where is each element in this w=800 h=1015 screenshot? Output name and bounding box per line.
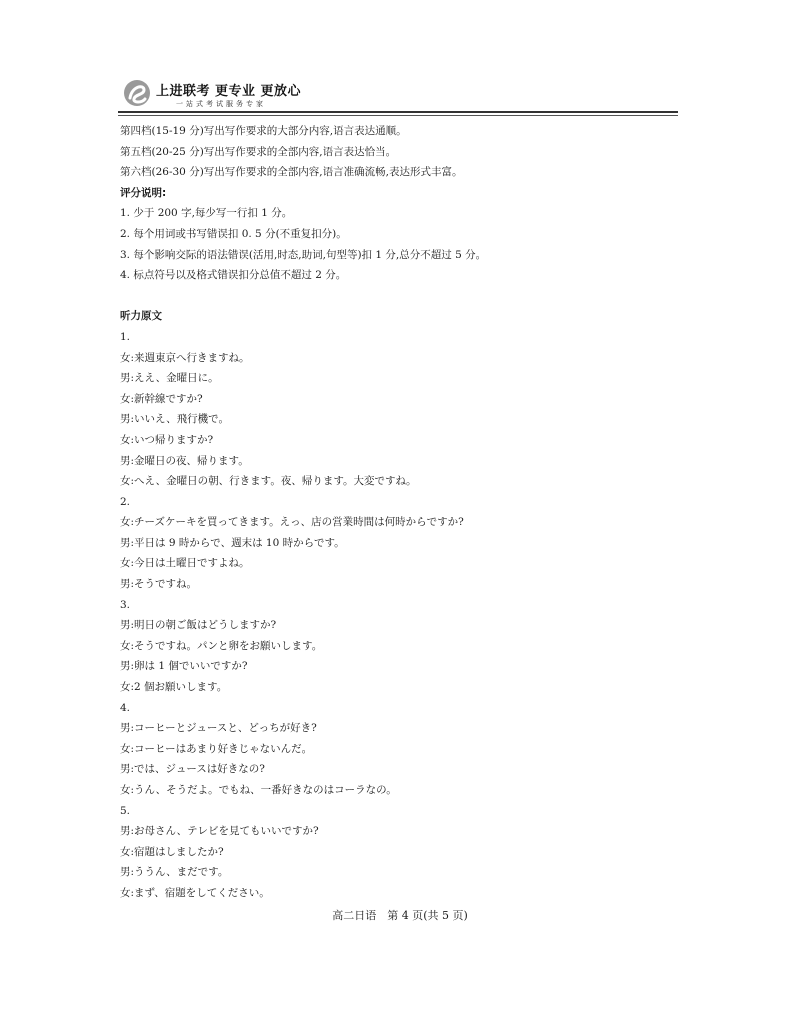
- logo-swirl-icon: [122, 78, 152, 108]
- dialogue-line: 女:宿題はしましたか?: [120, 845, 224, 858]
- dialogue-line: 男:卵は 1 個でいいですか?: [120, 660, 248, 673]
- page-footer: 高二日语 第 4 页(共 5 页): [332, 909, 468, 922]
- page-header: [118, 74, 678, 114]
- scoring-tier: 第五档(20-25 分)写出写作要求的全部内容,语言表达恰当。: [120, 145, 397, 158]
- section-number: 3.: [120, 598, 131, 611]
- spacer: [120, 286, 680, 307]
- dialogue-line: 男:ええ、金曜日に。: [120, 372, 219, 385]
- dialogue-line: 女:今日は土曜日ですよね。: [120, 557, 250, 570]
- header-rule-thick: [118, 111, 678, 113]
- scoring-notes-title: 评分说明:: [120, 186, 167, 199]
- scoring-tier: 第六档(26-30 分)写出写作要求的全部内容,语言准确流畅,表达形式丰富。: [120, 166, 463, 179]
- dialogue-line: 男:平日は 9 時からで、週末は 10 時からです。: [120, 536, 345, 549]
- scoring-tier: 第四档(15-19 分)写出写作要求的大部分内容,语言表达通顺。: [120, 125, 407, 137]
- dialogue-line: 男:では、ジュースは好きなの?: [120, 763, 265, 776]
- scoring-note: 1. 少于 200 字,每少写一行扣 1 分。: [120, 207, 293, 220]
- dialogue-line: 男:そうですね。: [120, 578, 198, 591]
- section-number: 5.: [120, 804, 131, 817]
- dialogue-line: 女:へえ、金曜日の朝、行きます。夜、帰ります。大変ですね。: [120, 475, 417, 488]
- header-subtitle: 一站式考试服务专家: [176, 100, 266, 108]
- dialogue-line: 男:ううん、まだです。: [120, 866, 229, 879]
- dialogue-line: 女:まず、宿題をしてください。: [120, 886, 270, 899]
- dialogue-line: 男:明日の朝ご飯はどうしますか?: [120, 619, 277, 632]
- page-content: [120, 121, 680, 904]
- dialogue-line: 男:コーヒーとジュースと、どっちが好き?: [120, 722, 317, 735]
- dialogue-line: 女:コーヒーはあまり好きじゃないんだ。: [120, 742, 313, 755]
- section-number: 2.: [120, 495, 131, 508]
- header-slogan: 上进联考 更专业 更放心: [156, 84, 302, 99]
- scoring-note: 4. 标点符号以及格式错误扣分总值不超过 2 分。: [120, 269, 347, 282]
- scoring-note: 3. 每个影响交际的语法错误(活用,时态,助词,句型等)扣 1 分,总分不超过 5 分。: [120, 248, 487, 261]
- dialogue-line: 女:2 個お願いします。: [120, 681, 228, 694]
- dialogue-line: 女:そうですね。パンと卵をお願いします。: [120, 639, 323, 652]
- header-rule-thin: [118, 115, 678, 116]
- dialogue-line: 男:お母さん、テレビを見てもいいですか?: [120, 825, 319, 838]
- section-number: 4.: [120, 701, 131, 714]
- dialogue-line: 女:いつ帰りますか?: [120, 433, 214, 446]
- dialogue-line: 女:来週東京へ行きますね。: [120, 351, 250, 364]
- dialogue-line: 女:新幹線ですか?: [120, 392, 203, 405]
- dialogue-line: 女:うん、そうだよ。でもね、一番好きなのはコーラなの。: [120, 784, 397, 796]
- listening-title: 听力原文: [120, 310, 162, 323]
- section-number: 1.: [120, 330, 131, 343]
- scoring-note: 2. 每个用词或书写错误扣 0. 5 分(不重复扣分)。: [120, 227, 347, 240]
- dialogue-line: 男:いいえ、飛行機で。: [120, 413, 229, 426]
- dialogue-line: 男:金曜日の夜、帰ります。: [120, 454, 249, 467]
- dialogue-line: 女:チーズケーキを買ってきます。えっ、店の営業時間は何時からですか?: [120, 516, 464, 529]
